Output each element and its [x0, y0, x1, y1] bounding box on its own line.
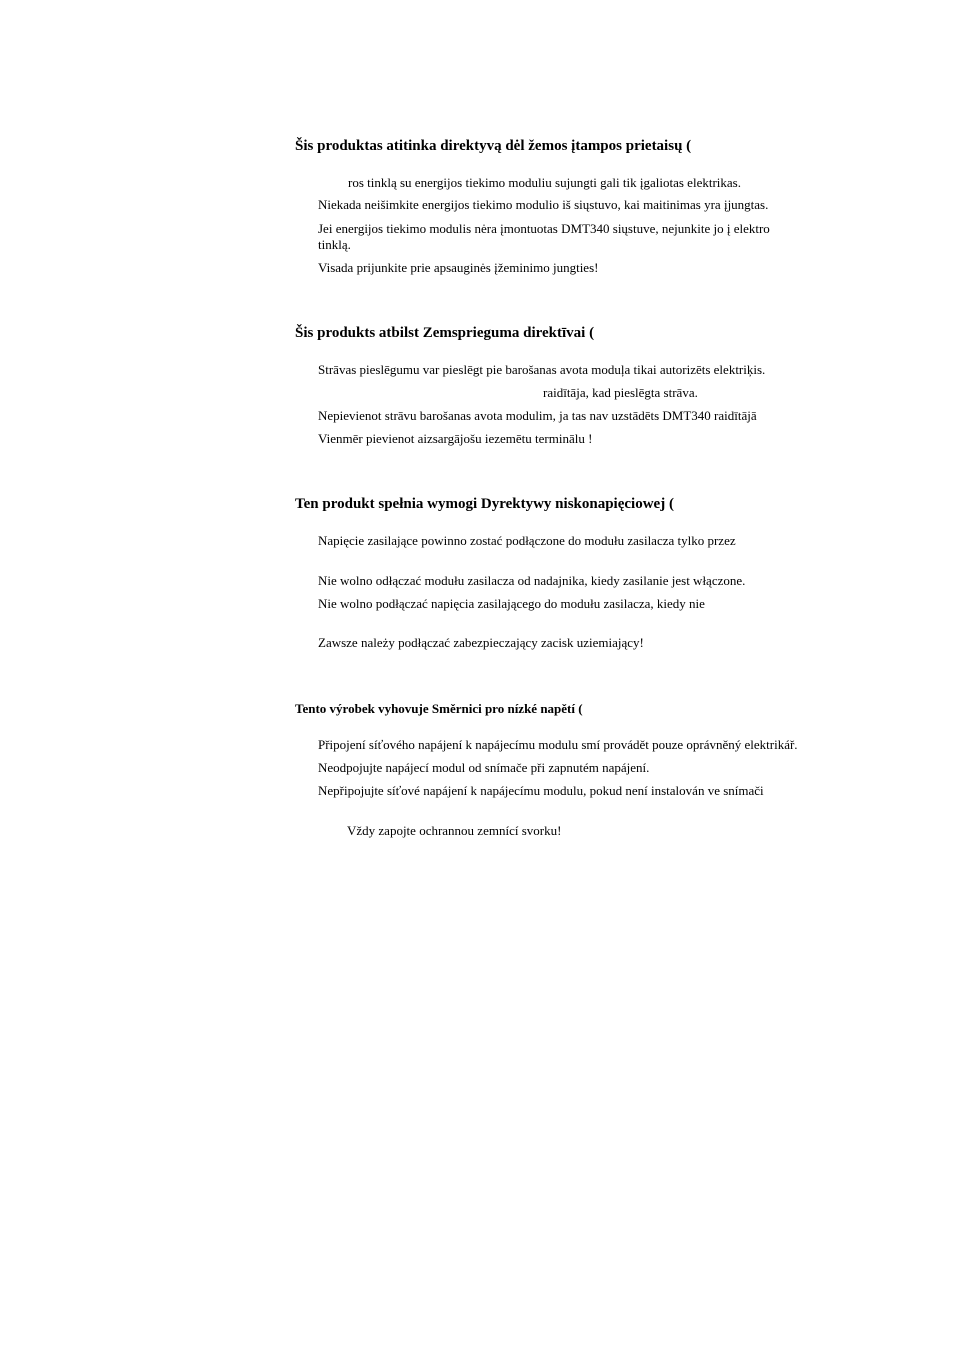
- paragraph-line: Neodpojujte napájecí modul od snímače při zapnutém napájení.: [318, 760, 650, 775]
- paragraph-line: raidītāja, kad pieslēgta strāva.: [543, 385, 698, 400]
- section-heading: Tento výrobek vyhovuje Směrnici pro nízké napětí (: [295, 701, 583, 716]
- paragraph-line: Připojení síťového napájení k napájecímu modulu smí provádět pouze oprávněný elektrikář.: [318, 737, 798, 752]
- section-heading: Šis produktas atitinka direktyvą dėl žemos įtampos prietaisų (: [295, 138, 692, 154]
- paragraph-line: Nepievienot strāvu barošanas avota modulim, ja tas nav uzstādēts DMT340 raidītājā: [318, 408, 757, 423]
- paragraph-line: Niekada neišimkite energijos tiekimo modulio iš siųstuvo, kai maitinimas yra įjungtas.: [318, 197, 769, 212]
- section-heading: Ten produkt spełnia wymogi Dyrektywy niskonapięciowej (: [295, 496, 674, 512]
- paragraph-line: Vienmēr pievienot aizsargājošu iezemētu terminālu !: [318, 431, 593, 446]
- paragraph-line: Visada prijunkite prie apsauginės įžeminimo jungties!: [318, 260, 599, 275]
- section-heading: Šis produkts atbilst Zemsprieguma direktīvai (: [295, 325, 595, 341]
- paragraph-line: Strāvas pieslēgumu var pieslēgt pie barošanas avota moduļa tikai autorizēts elektriķis.: [318, 362, 766, 377]
- paragraph-line: Napięcie zasilające powinno zostać podłączone do modułu zasilacza tylko przez: [318, 533, 736, 548]
- paragraph-line: Nie wolno odłączać modułu zasilacza od nadajnika, kiedy zasilanie jest włączone.: [318, 573, 746, 588]
- paragraph-line: Zawsze należy podłączać zabezpieczający zacisk uziemiający!: [318, 635, 644, 650]
- paragraph-line: Jei energijos tiekimo modulis nėra įmontuotas DMT340 siųstuve, nejunkite jo į elektro: [318, 221, 770, 236]
- paragraph-line: ros tinklą su energijos tiekimo moduliu sujungti gali tik įgaliotas elektrikas.: [348, 175, 741, 190]
- paragraph-line: Nepřipojujte síťové napájení k napájecímu modulu, pokud není instalován ve snímači: [318, 783, 764, 798]
- paragraph-line: Nie wolno podłączać napięcia zasilającego do modułu zasilacza, kiedy nie: [318, 596, 705, 611]
- paragraph-line: Vždy zapojte ochrannou zemnící svorku!: [347, 823, 562, 838]
- paragraph-line: tinklą.: [318, 237, 351, 252]
